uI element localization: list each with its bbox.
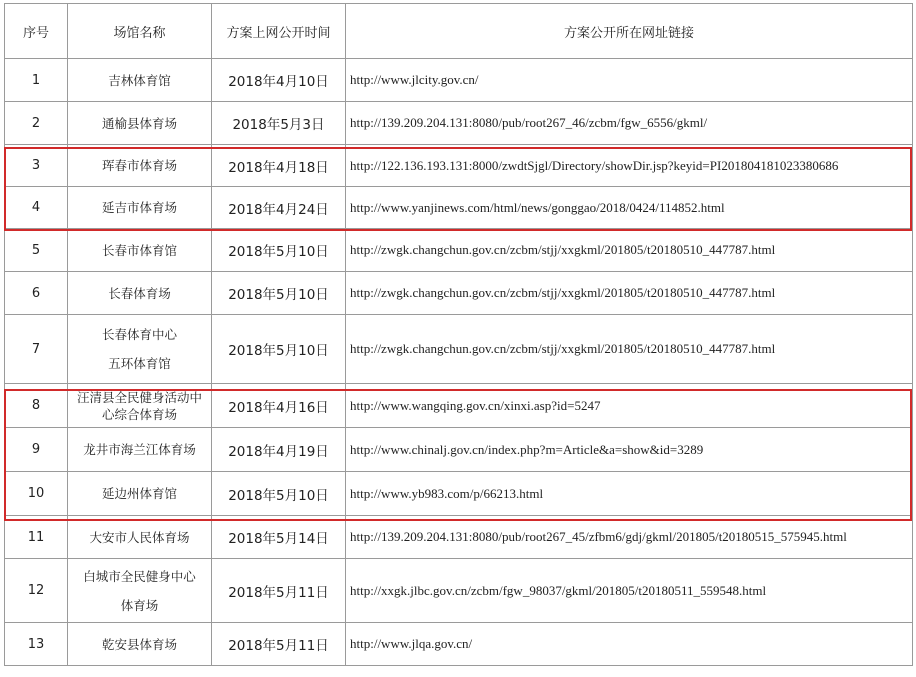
row-number-cell: 4 xyxy=(5,187,68,229)
publish-date-cell: 2018年5月10日 xyxy=(212,272,346,315)
venue-name-line: 延吉市体育场 xyxy=(101,200,177,215)
table-row xyxy=(5,187,913,229)
venue-name-cell xyxy=(68,315,212,384)
venue-table xyxy=(4,3,913,666)
publish-date-cell: 2018年4月16日 xyxy=(212,384,346,428)
publish-date-cell: 2018年5月10日 xyxy=(212,229,346,272)
venue-name-line: 大安市人民体育场 xyxy=(89,529,190,545)
row-number-cell: 2 xyxy=(5,102,68,145)
table-row xyxy=(5,384,913,428)
table-row xyxy=(5,272,913,315)
table-row xyxy=(5,516,913,559)
publish-date-cell: 2018年5月14日 xyxy=(212,516,346,559)
url-link-cell[interactable]: http://www.yb983.com/p/66213.html xyxy=(346,472,913,516)
row-number-cell: 11 xyxy=(5,516,68,559)
table-row xyxy=(5,59,913,102)
venue-name-cell xyxy=(68,272,212,315)
venue-name-line: 白城市全民健身中心 xyxy=(83,568,196,584)
url-link-cell[interactable]: http://www.wangqing.gov.cn/xinxi.asp?id=5247 xyxy=(346,384,913,428)
table-row xyxy=(5,559,913,623)
url-link-cell[interactable]: http://www.chinalj.gov.cn/index.php?m=Article&a=show&id=3289 xyxy=(346,428,913,472)
publish-date-cell: 2018年5月11日 xyxy=(212,623,346,666)
header-row xyxy=(5,4,913,59)
table-row xyxy=(5,623,913,666)
publish-date-cell: 2018年4月24日 xyxy=(212,187,346,229)
venue-name-cell xyxy=(68,516,212,559)
table-row xyxy=(5,102,913,145)
url-link-cell[interactable]: http://139.209.204.131:8080/pub/root267_45/zfbm6/gdj/gkml/201805/t20180515_575945.html xyxy=(346,516,913,559)
venue-name-line: 通榆县体育场 xyxy=(101,115,177,131)
venue-name-line: 延边州体育馆 xyxy=(101,486,177,501)
table-row xyxy=(5,428,913,472)
venue-name-cell xyxy=(68,187,212,229)
venue-name-line: 长春体育场 xyxy=(108,285,171,301)
table-row xyxy=(5,472,913,516)
row-number-cell: 1 xyxy=(5,59,68,102)
publish-date-cell: 2018年5月11日 xyxy=(212,559,346,623)
venue-name-line: 五环体育馆 xyxy=(108,356,171,371)
url-link-cell[interactable]: http://www.jlcity.gov.cn/ xyxy=(346,59,913,102)
row-number-cell: 5 xyxy=(5,229,68,272)
row-number-cell: 3 xyxy=(5,145,68,187)
publish-date-cell: 2018年5月3日 xyxy=(212,102,346,145)
venue-name-cell xyxy=(68,623,212,666)
venue-name-cell xyxy=(68,229,212,272)
row-number-cell: 9 xyxy=(5,428,68,472)
venue-name-line: 吉林体育馆 xyxy=(108,72,171,88)
header-cell-publish-date: 方案上网公开时间 xyxy=(212,4,346,59)
header-cell-no: 序号 xyxy=(5,4,68,59)
venue-name-cell xyxy=(68,428,212,472)
publish-date-cell: 2018年5月10日 xyxy=(212,472,346,516)
url-link-cell[interactable]: http://www.jlqa.gov.cn/ xyxy=(346,623,913,666)
venue-name-cell xyxy=(68,559,212,623)
row-number-cell: 12 xyxy=(5,559,68,623)
url-link-cell[interactable]: http://xxgk.jlbc.gov.cn/zcbm/fgw_98037/gkml/201805/t20180511_559548.html xyxy=(346,559,913,623)
publish-date-cell: 2018年4月18日 xyxy=(212,145,346,187)
venue-name-line: 长春体育中心 xyxy=(101,327,177,342)
publish-date-cell: 2018年4月19日 xyxy=(212,428,346,472)
url-link-cell[interactable]: http://zwgk.changchun.gov.cn/zcbm/stjj/xxgkml/201805/t20180510_447787.html xyxy=(346,315,913,384)
url-link-cell[interactable]: http://zwgk.changchun.gov.cn/zcbm/stjj/xxgkml/201805/t20180510_447787.html xyxy=(346,272,913,315)
venue-name-cell xyxy=(68,102,212,145)
row-number-cell: 10 xyxy=(5,472,68,516)
table-row xyxy=(5,145,913,187)
venue-name-line: 乾安县体育场 xyxy=(101,636,177,652)
row-number-cell: 8 xyxy=(5,384,68,428)
venue-name-cell xyxy=(68,59,212,102)
url-link-cell[interactable]: http://www.yanjinews.com/html/news/gonggao/2018/0424/114852.html xyxy=(346,187,913,229)
venue-name-line: 龙井市海兰江体育场 xyxy=(83,442,196,457)
header-cell-venue-name: 场馆名称 xyxy=(68,4,212,59)
venue-name-cell xyxy=(68,472,212,516)
url-link-cell[interactable]: http://139.209.204.131:8080/pub/root267_46/zcbm/fgw_6556/gkml/ xyxy=(346,102,913,145)
publish-date-cell: 2018年4月10日 xyxy=(212,59,346,102)
url-link-cell[interactable]: http://122.136.193.131:8000/zwdtSjgl/Directory/showDir.jsp?keyid=PI201804181023380686 xyxy=(346,145,913,187)
venue-name-line: 长春市体育馆 xyxy=(101,242,177,258)
venue-name-line: 珲春市体育场 xyxy=(101,158,177,173)
venue-name-cell xyxy=(68,384,212,428)
venue-name-cell xyxy=(68,145,212,187)
publish-date-cell: 2018年5月10日 xyxy=(212,315,346,384)
header-cell-url: 方案公开所在网址链接 xyxy=(346,4,913,59)
table-row xyxy=(5,229,913,272)
url-link-cell[interactable]: http://zwgk.changchun.gov.cn/zcbm/stjj/xxgkml/201805/t20180510_447787.html xyxy=(346,229,913,272)
table-row xyxy=(5,315,913,384)
row-number-cell: 13 xyxy=(5,623,68,666)
row-number-cell: 6 xyxy=(5,272,68,315)
venue-name-line: 体育场 xyxy=(120,597,159,613)
row-number-cell: 7 xyxy=(5,315,68,384)
venue-name-line: 汪清县全民健身活动中 xyxy=(76,389,202,405)
venue-name-line: 心综合体育场 xyxy=(101,406,177,422)
